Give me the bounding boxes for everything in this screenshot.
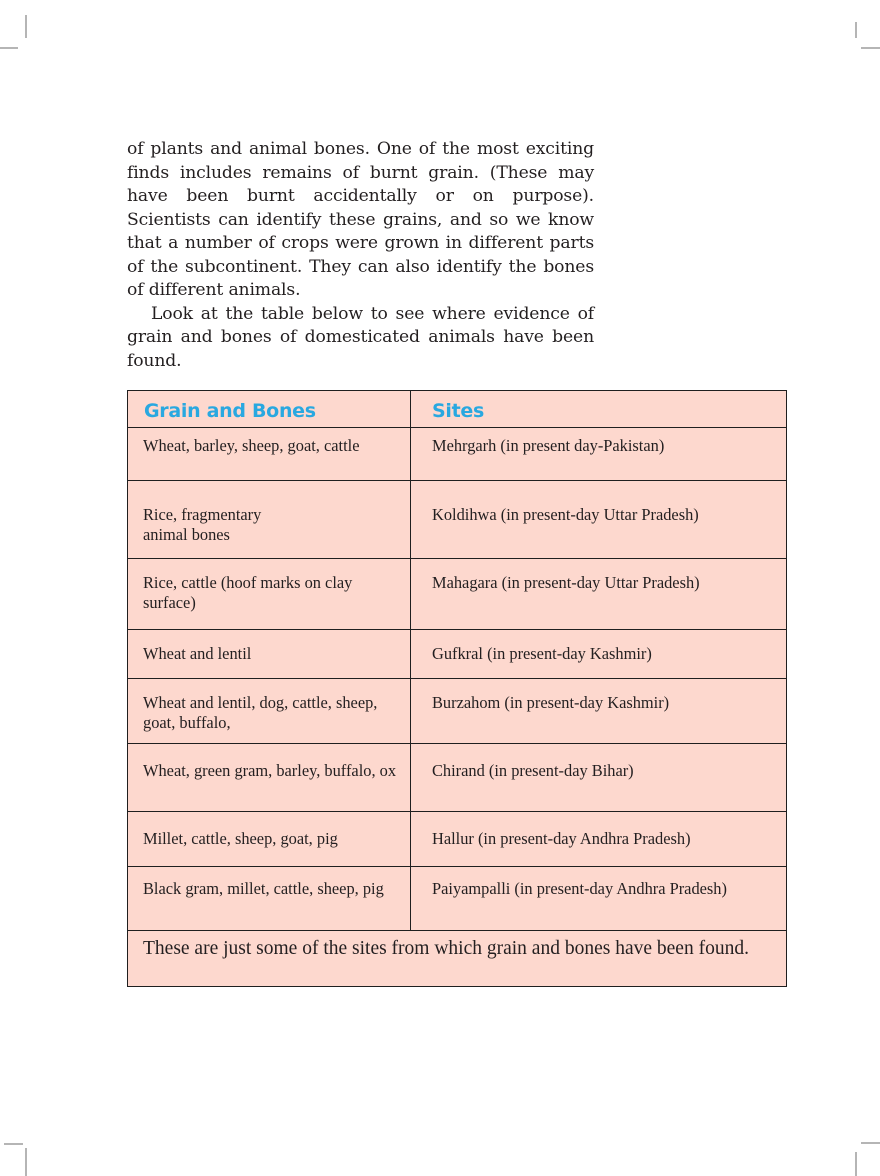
crop-mark-bottom-left-h [4,1143,23,1145]
table-header-row [128,391,787,428]
site-cell: Hallur (in present-day Andhra Pradesh) [411,812,787,867]
table-row [128,481,787,559]
header-grain-and-bones: Grain and Bones [128,391,411,428]
body-text [127,138,594,373]
site-cell: Chirand (in present-day Bihar) [411,744,787,812]
table-row [128,679,787,744]
site-cell: Mahagara (in present-day Uttar Pradesh) [411,559,787,630]
table-row [128,867,787,931]
site-cell: Mehrgarh (in present day-Pakistan) [411,428,787,481]
table-row [128,812,787,867]
table-footnote: These are just some of the sites from which grain and bones have been found. [128,931,787,987]
crop-mark-top-left-v [25,15,27,38]
site-cell: Paiyampalli (in present-day Andhra Pradesh) [411,867,787,931]
table-row [128,630,787,679]
site-cell: Gufkral (in present-day Kashmir) [411,630,787,679]
crop-mark-bottom-right-h [861,1142,880,1144]
paragraph-1: of plants and animal bones. One of the most exciting finds includes remains of burnt grain. (These may have been burnt accidentally or on purpose). Scientists can identify these grains, and so we know that a number of crops were grown in different parts of the subcontinent. They can also identify the bones of different animals. [127,139,594,300]
crop-mark-top-left-h [0,47,18,49]
site-cell: Burzahom (in present-day Kashmir) [411,679,787,744]
grain-cell: Millet, cattle, sheep, goat, pig [128,812,411,867]
crop-mark-top-right-v [855,22,857,38]
table-row [128,428,787,481]
grain-cell: Wheat and lentil [128,630,411,679]
crop-mark-bottom-left-v [25,1148,27,1176]
table-row [128,559,787,630]
grain-cell: Rice, cattle (hoof marks on clay surface) [128,559,411,630]
paragraph-2: Look at the table below to see where evidence of grain and bones of domesticated animals have been found. [127,303,594,371]
grain-bones-table [127,390,787,987]
grain-cell: Black gram, millet, cattle, sheep, pig [128,867,411,931]
grain-cell: Wheat and lentil, dog, cattle, sheep, goat, buffalo, [128,679,411,744]
grain-cell: Rice, fragmentary animal bones [128,481,411,559]
site-cell: Koldihwa (in present-day Uttar Pradesh) [411,481,787,559]
table-footer-row [128,931,787,987]
grain-cell: Wheat, barley, sheep, goat, cattle [128,428,411,481]
crop-mark-top-right-h [861,47,880,49]
grain-cell: Wheat, green gram, barley, buffalo, ox [128,744,411,812]
header-sites: Sites [411,391,787,428]
crop-mark-bottom-right-v [855,1152,857,1176]
table-row [128,744,787,812]
